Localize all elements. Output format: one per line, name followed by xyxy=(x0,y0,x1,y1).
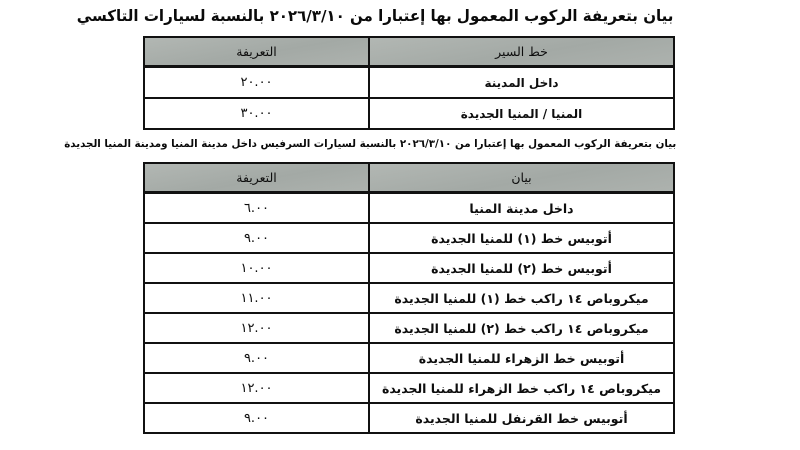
taxi-fares-table xyxy=(143,36,675,130)
table-header-row xyxy=(144,37,674,67)
column-header-fare: التعريفة xyxy=(144,37,369,67)
route-description: ميكروباص ١٤ راكب خط (١) للمنيا الجديدة xyxy=(369,283,674,313)
route-description: أتوبيس خط الزهراء للمنيا الجديدة xyxy=(369,343,674,373)
column-header-route: خط السير xyxy=(369,37,674,67)
taxi-fares-title: بيان بتعريفة الركوب المعمول بها إعتبارا من ٢٠٢٦/٣/١٠ بالنسبة لسيارات التاكسي xyxy=(76,7,674,25)
table-row xyxy=(144,193,674,224)
table-row xyxy=(144,67,674,99)
route-fare: ١٢.٠٠ xyxy=(144,313,369,343)
route-description: أتوبيس خط القرنفل للمنيا الجديدة xyxy=(369,403,674,433)
service-vehicles-fares-title: بيان بتعريفة الركوب المعمول بها إعتبارا من ٢٠٢٦/٣/١٠ بالنسبة لسيارات السرفيس داخل مدينة المنيا ومدينة المنيا الجديدة xyxy=(64,138,677,150)
route-fare: ٩.٠٠ xyxy=(144,403,369,433)
service-vehicles-fares-table xyxy=(143,162,675,434)
column-header-fare: التعريفة xyxy=(144,163,369,193)
route-fare: ١٢.٠٠ xyxy=(144,373,369,403)
route-description: أتوبيس خط (١) للمنيا الجديدة xyxy=(369,223,674,253)
route-fare: ٩.٠٠ xyxy=(144,223,369,253)
route-description: المنيا / المنيا الجديدة xyxy=(369,98,674,129)
route-fare: ٩.٠٠ xyxy=(144,343,369,373)
route-description: داخل المدينة xyxy=(369,67,674,99)
route-description: ميكروباص ١٤ راكب خط (٢) للمنيا الجديدة xyxy=(369,313,674,343)
route-description: أتوبيس خط (٢) للمنيا الجديدة xyxy=(369,253,674,283)
table-row xyxy=(144,373,674,403)
route-fare: ٦.٠٠ xyxy=(144,193,369,224)
route-fare: ١٠.٠٠ xyxy=(144,253,369,283)
table-row xyxy=(144,283,674,313)
table-row xyxy=(144,313,674,343)
table-row xyxy=(144,343,674,373)
route-fare: ٣٠.٠٠ xyxy=(144,98,369,129)
table-row xyxy=(144,253,674,283)
table-row xyxy=(144,403,674,433)
table-header-row xyxy=(144,163,674,193)
route-description: ميكروباص ١٤ راكب خط الزهراء للمنيا الجديدة xyxy=(369,373,674,403)
table-row xyxy=(144,223,674,253)
column-header-statement: بيان xyxy=(369,163,674,193)
route-fare: ١١.٠٠ xyxy=(144,283,369,313)
route-description: داخل مدينة المنيا xyxy=(369,193,674,224)
table-row xyxy=(144,98,674,129)
route-fare: ٢٠.٠٠ xyxy=(144,67,369,99)
